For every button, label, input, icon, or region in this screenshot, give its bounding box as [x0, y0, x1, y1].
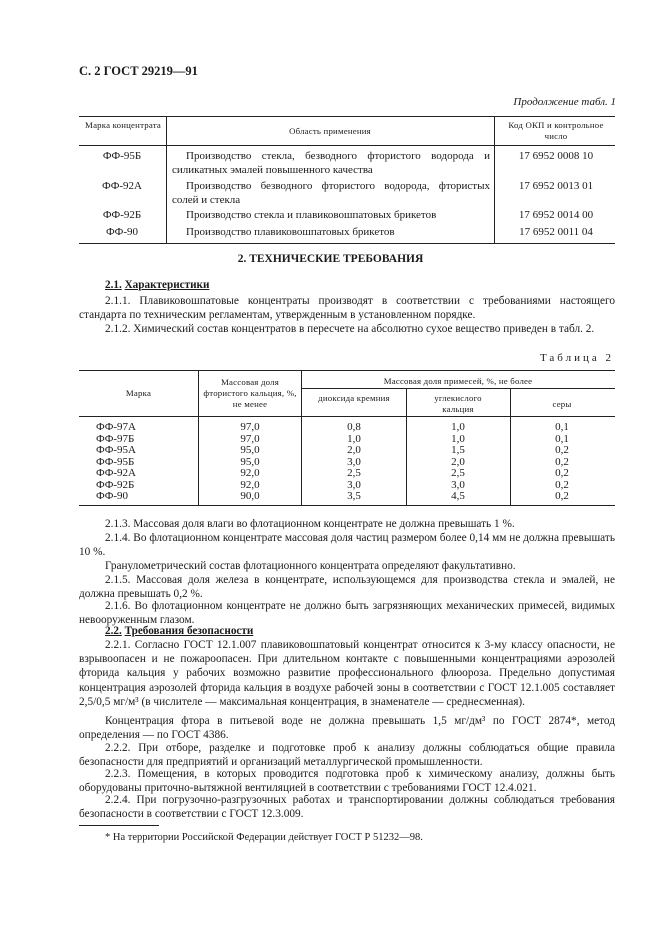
footnote: * На территории Российской Федерации действует ГОСТ Р 51232—98.	[105, 832, 423, 843]
table-row-sio2: 2,0	[347, 444, 361, 456]
table-row-caf2: 92,0	[240, 467, 260, 479]
table-row-caco3: 1,0	[451, 421, 465, 433]
table-row-brand: ФФ-97А	[96, 421, 136, 433]
table-2-header-caf2: Массовая доля фтористого кальция, %, не менее	[203, 377, 297, 409]
paragraph-granulometric: Гранулометрический состав флотационного концентрата определяют факультативно.	[105, 560, 516, 572]
table-row-caf2: 90,0	[240, 490, 260, 502]
table-row-brand: ФФ-95Б	[102, 150, 142, 162]
table-1-col-divider	[494, 116, 495, 243]
paragraph-2-1-4: 2.1.4. Во флотационном концентрате массовая доля частиц размером более 0,14 мм не должна превышать 10 %.	[79, 532, 615, 559]
paragraph-2-2-2: 2.2.2. При отборе, разделке и подготовке проб к анализу должны соблюдаться общие правила безопасности для предприятий и организаций металлургической промышленности.	[79, 742, 615, 769]
table-row-s: 0,2	[555, 490, 569, 502]
table-row-caco3: 1,0	[451, 432, 465, 445]
table-row-sio2: 3,5	[347, 490, 361, 502]
table-row-brand: ФФ-90	[105, 226, 139, 238]
footnote-rule	[79, 825, 159, 826]
section-title: 2. ТЕХНИЧЕСКИЕ ТРЕБОВАНИЯ	[237, 253, 424, 265]
table-row-s: 0,1	[555, 432, 569, 445]
table-row-caco3: 1,5	[451, 444, 465, 456]
table-row-brand: ФФ-92А	[102, 180, 142, 192]
table-2-header-impurities: Массовая доля примесей, %, не более	[383, 376, 533, 386]
table-row-sio2: 3,0	[347, 478, 361, 491]
subsection-title: Требования безопасности	[124, 625, 254, 637]
paragraph-2-1-2: 2.1.2. Химический состав концентратов в пересчете на абсолютно сухое вещество приведен в табл. 2.	[105, 323, 595, 335]
table-1-top-rule	[79, 116, 615, 117]
table-row-sio2: 1,0	[347, 432, 361, 445]
table-row-brand: ФФ-92А	[96, 467, 136, 479]
table-2-header-rule	[79, 416, 615, 417]
table-row-caco3: 3,0	[451, 478, 465, 491]
table-row-brand: ФФ-95Б	[96, 455, 135, 468]
table-row-caf2: 97,0	[240, 421, 260, 433]
paragraph-2-1-3: 2.1.3. Массовая доля влаги во флотационном концентрате не должна превышать 1 %.	[105, 518, 515, 530]
table-2-label: Таблица 2	[539, 352, 614, 364]
table-row-brand: ФФ-97Б	[96, 432, 135, 445]
subsection-heading-characteristics	[105, 279, 209, 291]
table-row-caco3: 2,5	[451, 467, 465, 479]
table-row-area: Производство стекла, безводного фтористого водорода и силикатных эмалей повышенного качества	[172, 150, 490, 176]
subsection-heading-safety	[105, 625, 253, 637]
table-2-col-divider	[301, 370, 302, 505]
table-1-header-rule	[79, 145, 615, 146]
table-2-bottom-rule	[79, 505, 615, 506]
table-row-s: 0,2	[555, 455, 569, 468]
paragraph-fluorine-water: Концентрация фтора в питьевой воде не должна превышать 1,5 мг/дм³ по ГОСТ 2874*, метод определения — по ГОСТ 4386.	[79, 715, 615, 742]
paragraph-2-2-4: 2.2.4. При погрузочно-разгрузочных работах и транспортировании должны соблюдаться требования безопасности в соответствии с ГОСТ 12.3.009.	[79, 794, 615, 821]
table-row-brand: ФФ-95А	[96, 444, 136, 456]
table-row-s: 0,1	[555, 421, 569, 433]
subsection-title: Характеристики	[124, 279, 210, 291]
table-2-header-caco3: углекислого кальция	[434, 393, 482, 414]
table-row-okp: 17 6952 0014 00	[518, 209, 594, 221]
table-row-brand: ФФ-92Б	[96, 478, 135, 491]
table-2-col-divider	[198, 370, 199, 505]
paragraph-2-2-3: 2.2.3. Помещения, в которых проводится подготовка проб к химическому анализу, должны быть оборудованы приточно-вытяжной вентиляцией в соответствии с требованиями ГОСТ 12.4.021.	[79, 768, 615, 795]
subsection-number: 2.2.	[105, 625, 122, 637]
table-2-subheader-rule	[301, 388, 615, 389]
paragraph-2-1-6: 2.1.6. Во флотационном концентрате не должно быть загрязняющих механических примесей, видимых невооруженным глазом.	[79, 600, 615, 627]
table-2-header-sio2: диоксида кремния	[318, 393, 390, 403]
table-2-col-divider	[406, 388, 407, 505]
table-1-header-okp: Код ОКП и контрольное число	[508, 120, 604, 141]
table-2-col-divider	[510, 388, 511, 505]
table-row-okp: 17 6952 0008 10	[518, 150, 594, 162]
table-row-s: 0,2	[555, 467, 569, 479]
table-row-caf2: 95,0	[240, 455, 260, 468]
table-row-area: Производство плавиковошпатовых брикетов	[186, 226, 395, 238]
table-1-bottom-rule	[79, 243, 615, 244]
table-row-caf2: 95,0	[240, 444, 260, 456]
table-row-caco3: 2,0	[451, 455, 465, 468]
table-row-area: Производство безводного фтористого водорода, фтористых солей и стекла	[172, 180, 490, 206]
table-2-header-s: серы	[552, 399, 572, 409]
paragraph-2-2-1: 2.2.1. Согласно ГОСТ 12.1.007 плавиковошпатовый концентрат относится к 3-му классу опасности, не взрывоопасен и не пожароопасен. При длительном контакте с повышенными концентрациями аэрозолей фторида кальция у рабочих возможно развитие профессионального флюороза. Предельно допустимая концентрация аэрозолей фторида кальция в воздухе рабочей зоны в соответствии с ГОСТ 12.1.005 составляет 2,5/0,5 мг/м³ (в числителе — максимальная концентрация, в знаменателе — среднесменная).	[79, 639, 615, 708]
table-row-sio2: 3,0	[347, 455, 361, 468]
table-row-okp: 17 6952 0013 01	[518, 180, 594, 192]
table-row-sio2: 0,8	[347, 421, 361, 433]
table-row-okp: 17 6952 0011 04	[519, 226, 593, 238]
table-1-col-divider	[166, 116, 167, 243]
table-row-area: Производство стекла и плавиковошпатовых брикетов	[186, 209, 437, 221]
table-2-header-brand: Марка	[125, 388, 152, 398]
paragraph-2-1-1: 2.1.1. Плавиковошпатовые концентраты производят в соответствии с требованиями настоящего стандарта по техническим регламентам, утвержденным в установленном порядке.	[79, 295, 615, 322]
table-row-caco3: 4,5	[451, 490, 465, 502]
table-row-caf2: 92,0	[240, 478, 260, 491]
paragraph-2-1-5: 2.1.5. Массовая доля железа в концентрате, использующемся для производства стекла и эмалей, не должна превышать 0,2 %.	[79, 574, 615, 601]
table-row-brand: ФФ-92Б	[102, 209, 142, 221]
table-continuation-label: Продолжение табл. 1	[513, 96, 616, 108]
table-row-s: 0,2	[555, 444, 569, 456]
table-row-caf2: 97,0	[240, 432, 260, 445]
table-1-header-brand: Марка концентрата	[85, 120, 161, 130]
running-title: С. 2 ГОСТ 29219—91	[79, 64, 198, 78]
table-1-header-area: Область применения	[289, 126, 371, 136]
table-row-sio2: 2,5	[347, 467, 361, 479]
table-row-brand: ФФ-90	[96, 490, 129, 502]
table-2-top-rule	[79, 370, 615, 371]
table-row-s: 0,2	[555, 478, 569, 491]
subsection-number: 2.1.	[105, 279, 122, 291]
